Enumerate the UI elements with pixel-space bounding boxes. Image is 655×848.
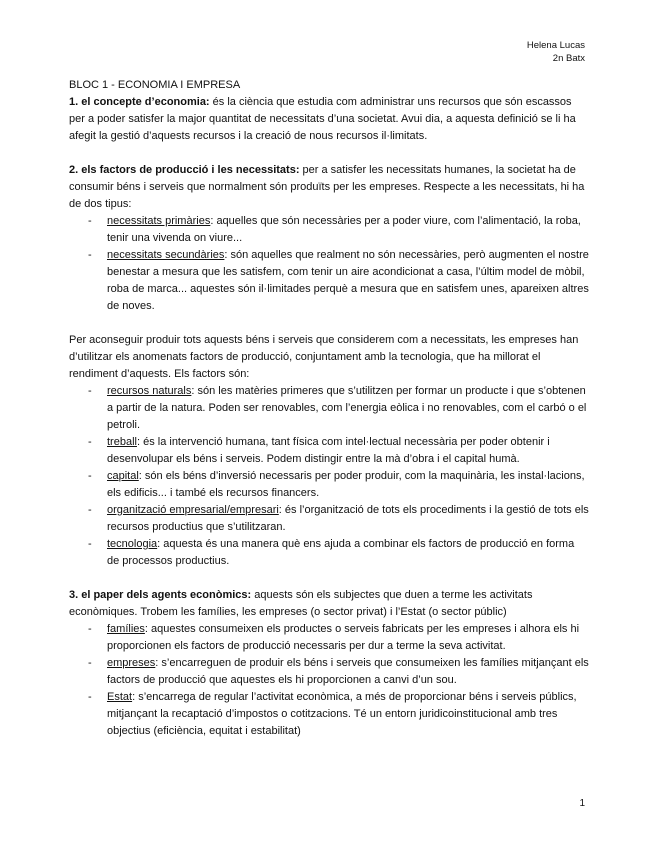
list-item: - treball: és la intervenció humana, tant física com intel·lectual necessària per poder obtenir i desenvolupar els béns i serveis. Podem distingir entre la mà d’obra i el capital humà. bbox=[88, 436, 550, 465]
list-item-text: : és la intervenció humana, tant física com intel·lectual necessària per poder obtenir i desenvolupar els béns i serveis. Podem distingir entre la mà d’obra i el capital humà. bbox=[107, 436, 550, 465]
document-body bbox=[69, 77, 589, 740]
list-item-text: : són aquelles que realment no són necessàries, però augmenten el nostre benestar a mesura que les satisfem, com tenir un aire acondicionat a casa, l’últim model de mòbil, roba de marca... aquestes són il·limitades perquè a mesura que en satisfem unes, apareixen altres de noves. bbox=[107, 249, 589, 312]
list-item-text: : són els béns d’inversió necessaris per poder produir, com la maquinària, les instal·lacions, els edificis... i també els recursos financers. bbox=[107, 470, 585, 499]
list-item-term: Estat bbox=[107, 691, 133, 703]
list-item: - Estat: s’encarrega de regular l’activitat econòmica, a més de proporcionar béns i serveis públics, mitjançant la recaptació d’impostos o cotitzacions. Té un entorn juridicoinstitucional amb tres objectius (eficiència, equitat i estabilitat) bbox=[88, 691, 577, 737]
section-3 bbox=[69, 587, 589, 621]
factors-intro: Per aconseguir produir tots aquests béns i serveis que considerem com a necessitats, les empreses han d’utilitzar els anomenats factors de producció, conjuntament amb la tecnologia, que ha millorat el rendiment d’aquests. Els factors són: bbox=[69, 334, 579, 380]
list-item-text: : s’encarreguen de produir els béns i serveis que consumeixen les famílies mitjançant els factors de producció que aquestes els hi proporcionen a canvi d’un sou. bbox=[107, 657, 589, 686]
course-label: 2n Batx bbox=[552, 53, 585, 64]
page-header bbox=[527, 39, 585, 65]
list-item-term: capital bbox=[107, 470, 139, 482]
list-item-text: : aquestes consumeixen els productes o serveis fabricats per les empreses i alhora els hi proporcionen els factors de producció necessaris per dur a terme la seva activitat. bbox=[107, 623, 580, 652]
list-item: - empreses: s’encarreguen de produir els béns i serveis que consumeixen les famílies mitjançant els factors de producció que aquestes els hi proporcionen a canvi d’un sou. bbox=[88, 657, 589, 686]
section-3-heading: 3. el paper dels agents econòmics: bbox=[69, 589, 252, 601]
list-item: - capital: són els béns d’inversió necessaris per poder produir, com la maquinària, les instal·lacions, els edificis... i també els recursos financers. bbox=[88, 470, 585, 499]
author-name: Helena Lucas bbox=[526, 40, 585, 51]
page-number: 1 bbox=[579, 798, 585, 809]
list-item-term: organització empresarial/empresari bbox=[107, 504, 279, 516]
list-item-text: : és l’organització de tots els procediments i la gestió de tots els recursos productius que s’utilitzaran. bbox=[107, 504, 589, 533]
list-item-text: : aquesta és una manera què ens ajuda a combinar els factors de producció en forma de processos productius. bbox=[107, 538, 575, 567]
list-item-text: : aquelles que són necessàries per a poder viure, com l’alimentació, la roba, tenir una vivenda on viure... bbox=[107, 215, 581, 244]
section-3-text: aquests són els subjectes que duen a terme les activitats econòmiques. Trobem les famílies, les empreses (o sector privat) i l’Estat (o sector públic) bbox=[69, 589, 533, 618]
list-item: - necessitats primàries: aquelles que són necessàries per a poder viure, com l’alimentació, la roba, tenir una vivenda on viure... bbox=[88, 215, 581, 244]
list-item: - tecnologia: aquesta és una manera què ens ajuda a combinar els factors de producció en forma de processos productius. bbox=[88, 538, 575, 567]
list-item-term: tecnologia bbox=[107, 538, 158, 550]
list-item: - recursos naturals: són les matèries primeres que s’utilitzen per formar un producte i que s’obtenen a partir de la natura. Poden ser renovables, com l’energia eòlica i no renovables, com el carbó o el petroli. bbox=[88, 385, 587, 431]
agents-list bbox=[69, 621, 589, 740]
list-item: - necessitats secundàries: són aquelles que realment no són necessàries, però augmenten el nostre benestar a mesura que les satisfem, com tenir un aire acondicionat a casa, l’últim model de mòbil, roba de marca... aquestes són il·limitades perquè a mesura que en satisfem unes, apareixen altres de noves. bbox=[88, 249, 589, 312]
section-2-text: per a satisfer les necessitats humanes, la societat ha de consumir béns i serveis que normalment són produïts per les empreses. Respecte a les necessitats, hi ha de dos tipus: bbox=[69, 164, 585, 210]
list-item-term: famílies bbox=[107, 623, 145, 635]
list-item: - organització empresarial/empresari: és l’organització de tots els procediments i la gestió de tots els recursos productius que s’utilitzaran. bbox=[88, 504, 589, 533]
bloc-title: BLOC 1 - ECONOMIA I EMPRESA bbox=[69, 79, 241, 91]
list-item-text: : són les matèries primeres que s’utilitzen per formar un producte i que s’obtenen a partir de la natura. Poden ser renovables, com l’energia eòlica i no renovables, com el carbó o el petroli. bbox=[107, 385, 587, 431]
list-item: - famílies: aquestes consumeixen els productes o serveis fabricats per les empreses i alhora els hi proporcionen els factors de producció necessaris per dur a terme la seva activitat. bbox=[88, 623, 580, 652]
list-item-term: recursos naturals bbox=[107, 385, 192, 397]
list-item-term: necessitats primàries bbox=[107, 215, 211, 227]
factors-list bbox=[69, 383, 589, 570]
section-1-heading: 1. el concepte d’economia: bbox=[69, 96, 210, 108]
needs-list bbox=[69, 213, 589, 315]
section-1 bbox=[69, 94, 589, 145]
section-2 bbox=[69, 162, 589, 213]
section-1-text: és la ciència que estudia com administrar uns recursos que són escassos per a poder satisfer la major quantitat de necessitats d’una societat. Avui dia, a aquesta definició se li ha afegit la gestió d’aquests recursos i la creació de nous recursos il·limitats. bbox=[69, 96, 576, 142]
list-item-text: : s’encarrega de regular l’activitat econòmica, a més de proporcionar béns i serveis públics, mitjançant la recaptació d’impostos o cotitzacions. Té un entorn juridicoinstitucional amb tres objectius (eficiència, equitat i estabilitat) bbox=[107, 691, 577, 737]
list-item-term: necessitats secundàries bbox=[107, 249, 225, 261]
list-item-term: empreses bbox=[107, 657, 156, 669]
list-item-term: treball bbox=[107, 436, 137, 448]
section-2-heading: 2. els factors de producció i les necessitats: bbox=[69, 164, 300, 176]
